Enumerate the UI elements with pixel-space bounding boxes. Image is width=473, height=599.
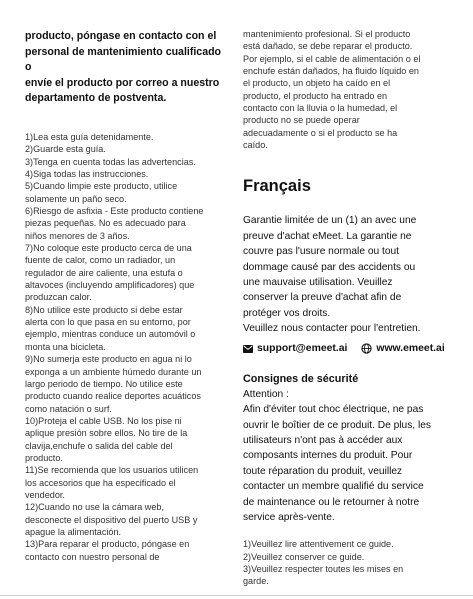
- instruction-line: 12)Cuando no use la cámara web,: [25, 502, 165, 513]
- instruction-line: 1)Lea esta guía detenidamente.: [25, 131, 154, 142]
- instruction-line: 5)Cuando limpie este producto, utilice: [25, 181, 178, 192]
- instruction-line: alerta con lo que pasa en su entorno, por: [25, 317, 191, 328]
- instruction-line: 2)Guarde esta guía.: [25, 144, 106, 155]
- instruction-line: 11)Se recomienda que los usuarios utilicen: [25, 465, 199, 476]
- continuation-line: adecuadamente o si el producto se ha: [243, 127, 398, 138]
- instruction-line: 3)Tenga en cuenta todas las advertencias.: [25, 156, 196, 167]
- instruction-line: regulador de aire caliente, una estufa o: [25, 267, 183, 278]
- warranty-line: dommage causé par des accidents ou: [243, 261, 416, 273]
- globe-icon: [361, 343, 372, 354]
- instruction-line: niños menores de 3 años.: [25, 230, 130, 241]
- lead-paragraph: [25, 29, 225, 107]
- instruction-line: contacto con nuestro personal de: [25, 551, 160, 562]
- instruction-line: fuente de calor, como un radiador, un: [25, 255, 176, 266]
- left-column: [25, 29, 225, 563]
- instruction-line: monta una bicicleta.: [25, 341, 106, 352]
- instruction-line: largo periodo de tiempo. No utilice este: [25, 378, 183, 389]
- instruction-line: 4)Siga todas las instrucciones.: [25, 169, 149, 179]
- lead-line: personal de mantenimiento cualificado o: [25, 45, 222, 74]
- warranty-line: Garantie limitée de un (1) an avec une: [243, 215, 417, 227]
- safety-line: toute réparation du produit, veuillez: [243, 465, 403, 477]
- safety-line: ouvrir le boîtier de ce produit. De plus, les: [243, 419, 431, 431]
- warranty-line: couvre pas l'usure normale ou tout: [243, 246, 399, 258]
- instruction-line: producto.: [25, 452, 63, 463]
- continuation-line: está dañado, se debe reparar el producto.: [243, 41, 413, 52]
- safety-line: Afin d'éviter tout choc électrique, ne pas: [243, 404, 424, 416]
- continuation-line: caído.: [243, 140, 268, 151]
- warranty-line: preuve d'achat eMeet. La garantie ne: [243, 230, 412, 242]
- section-title-francais: Français: [243, 177, 311, 196]
- website-contact[interactable]: [361, 342, 444, 356]
- warranty-line: une mauvaise utilisation. Veuillez: [243, 277, 393, 289]
- continuation-line: producto, el producto ha entrado en: [243, 90, 388, 101]
- instruction-line: 8)No utilice este producto si debe estar: [25, 304, 183, 315]
- warranty-paragraph: [243, 213, 451, 336]
- lead-line: envíe el producto por correo a nuestro: [25, 76, 220, 89]
- instruction-line: los accesorios que ha especificado el: [25, 477, 176, 488]
- safety-paragraph: [243, 387, 451, 526]
- guide-line: 3)Veuillez respecter toutes les mises en: [243, 564, 404, 575]
- continuation-line: contacto con la lluvia o la humedad, el: [243, 103, 398, 114]
- warranty-line: Veuillez nous contacter pour l'entretien.: [243, 323, 421, 335]
- lead-line: departamento de postventa.: [25, 92, 167, 105]
- instruction-line: como natación o surf.: [25, 403, 112, 414]
- instruction-line: clavija,enchufe o salida del cable del: [25, 440, 173, 451]
- safety-line: service après-vente.: [243, 511, 335, 523]
- guide-line: garde.: [243, 576, 269, 587]
- warranty-line: protéger vos droits.: [243, 307, 331, 319]
- safety-line: de maintenance ou le retourner à notre: [243, 496, 420, 508]
- continuation-paragraph: [243, 28, 451, 151]
- continuation-line: Por ejemplo, si el cable de alimentación o el: [243, 53, 421, 64]
- safety-line: utilisateurs n'ont pas à accéder aux: [243, 434, 403, 446]
- guide-list: [243, 538, 451, 587]
- continuation-line: producto no se puede operar: [243, 115, 360, 126]
- safety-line: composants internes du produit. Pour: [243, 450, 413, 462]
- instruction-line: piezas pequeñas. No es adecuado para: [25, 218, 186, 229]
- instruction-line: produzcan calor.: [25, 292, 92, 303]
- continuation-line: el producto, un objeto ha caído en el: [243, 78, 391, 89]
- instruction-line: 13)Para reparar el producto, póngase en: [25, 539, 190, 550]
- website-text[interactable]: www.emeet.ai: [376, 342, 445, 354]
- instruction-line: exponga a un ambiente húmedo durante un: [25, 366, 202, 377]
- instruction-line: altavoces (incluyendo amplificadores) que: [25, 280, 195, 291]
- guide-line: 1)Veuillez lire attentivement ce guide.: [243, 539, 394, 550]
- contact-row: [243, 342, 451, 356]
- instruction-line: solamente un paño seco.: [25, 193, 127, 204]
- instruction-line: 9)No sumerja este producto en agua ni lo: [25, 354, 192, 365]
- guide-line: 2)Veuillez conserver ce guide.: [243, 551, 365, 562]
- lead-line: producto, póngase en contacto con el: [25, 30, 217, 42]
- instruction-line: producto cuando realice deportes acuáticos: [25, 391, 201, 402]
- instruction-line: 6)Riesgo de asfixia - Este producto contiene: [25, 206, 204, 217]
- continuation-line: mantenimiento profesional. Si el producto: [243, 29, 411, 39]
- safety-line: contacter un membre qualifié du service: [243, 481, 424, 493]
- safety-line: Attention :: [243, 388, 289, 400]
- right-column: [243, 29, 451, 588]
- continuation-line: enchufe están dañados, ha fluido líquido en: [243, 66, 419, 77]
- page-divider: [0, 595, 473, 596]
- instruction-line: apague la alimentación.: [25, 526, 122, 537]
- instruction-line: vendedor.: [25, 489, 65, 500]
- instruction-line: 7)No coloque este producto cerca de una: [25, 243, 192, 254]
- instruction-line: 10)Proteja el cable USB. No los pise ni: [25, 415, 182, 426]
- instruction-line: desconecte el dispositivo del puerto USB y: [25, 514, 198, 525]
- envelope-icon: [243, 345, 253, 353]
- safety-title: Consignes de sécurité: [243, 372, 359, 385]
- instruction-line: aplique presión sobre ellos. No tire de la: [25, 428, 188, 439]
- warranty-line: conserver la preuve d'achat afin de: [243, 292, 402, 304]
- email-contact[interactable]: [243, 342, 347, 356]
- email-text[interactable]: support@emeet.ai: [257, 342, 348, 354]
- instruction-line: ejemplo, mientras conduce un automóvil o: [25, 329, 196, 340]
- instruction-list: [25, 131, 225, 563]
